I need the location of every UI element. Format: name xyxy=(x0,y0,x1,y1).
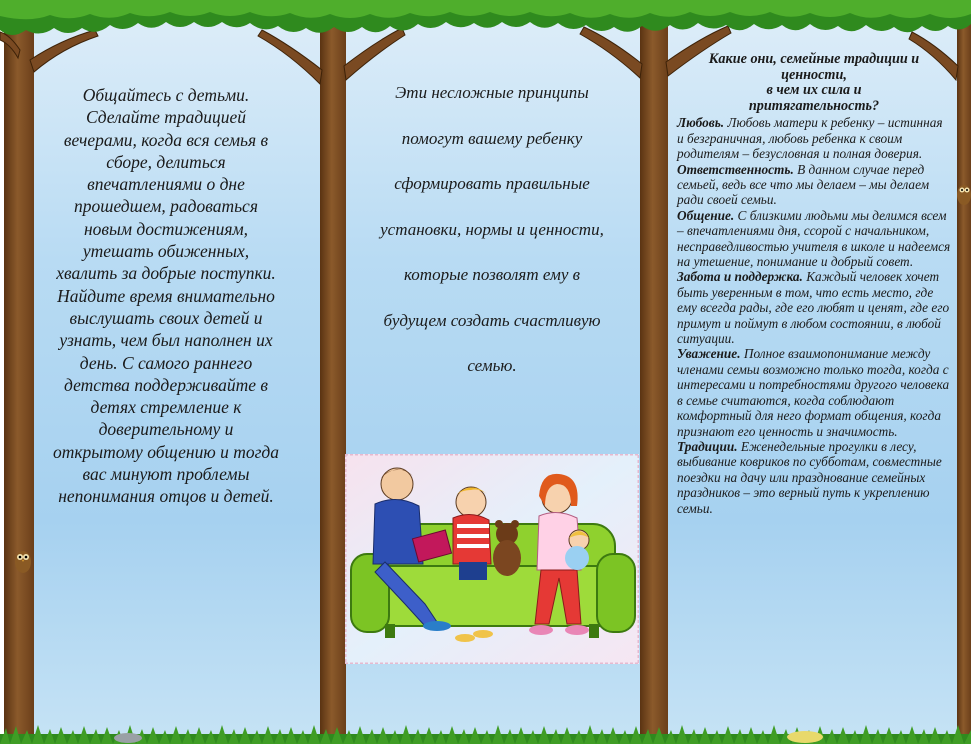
heading-line-2: ценности, xyxy=(781,66,847,83)
middle-line-4: установки, нормы и ценности, xyxy=(380,219,604,239)
middle-line-7: семью. xyxy=(467,356,517,375)
paragraph-respect xyxy=(677,346,951,438)
middle-column-text xyxy=(352,80,632,399)
body-care: Каждый человек хочет быть уверенным в том, что есть место, где ему всегда рады, где его любят и ценят, где его примут и поймут в любом состоянии, в любой ситуации. xyxy=(677,269,950,347)
body-love: Любовь матери к ребенку – истинная и безграничная, любовь ребенка к своим родителям – безусловная и полная доверия. xyxy=(677,115,943,162)
heading-line-4: притягательность? xyxy=(748,97,880,114)
paragraph-love xyxy=(677,115,951,161)
right-column-text xyxy=(677,52,951,516)
middle-line-1: Эти несложные принципы xyxy=(395,83,589,102)
owl-icon-right xyxy=(957,180,971,206)
body-respect: Полное взаимопонимание между членами семьи возможно только тогда, когда с интересами и потребностями другого человека в семье считаются, когда соблюдают комфортный для него формат общения, когда признают его ценность и значимость. xyxy=(677,346,950,439)
heading-line-3: в чем их сила и xyxy=(766,82,862,99)
paragraph-care xyxy=(677,269,951,346)
middle-line-6: будущем создать счастливую xyxy=(383,310,601,330)
paragraph-communication xyxy=(677,208,951,270)
paragraph-responsibility xyxy=(677,162,951,208)
tree-canopy xyxy=(0,0,971,48)
term-respect: Уважение. xyxy=(677,346,741,362)
body-responsibility: В данном случае перед семьей, ведь все что мы делаем – мы делаем ради своей семьи. xyxy=(677,161,930,208)
middle-line-3: сформировать правильные xyxy=(394,174,590,193)
middle-line-5: которые позволят ему в xyxy=(403,265,581,284)
term-care: Забота и поддержка. xyxy=(677,269,803,285)
term-communication: Общение. xyxy=(677,207,735,223)
paragraph-traditions xyxy=(677,439,951,516)
term-love: Любовь. xyxy=(677,115,725,131)
body-traditions: Еженедельные прогулки в лесу, выбивание ковриков по субботам, совместные поездки на дачу или празднование семейных праздников – это верный путь к укреплению семьи. xyxy=(677,438,942,516)
owl-icon xyxy=(14,546,32,574)
middle-line-2: помогут вашему ребенку xyxy=(401,128,583,148)
heading-line-1: Какие они, семейные традиции и xyxy=(708,51,920,67)
body-communication: С близкими людьми мы делимся всем – впечатлениями дня, ссорой с начальником, несправедливостью учителя в школе и надеемся на утешение, понимание и добрый совет. xyxy=(677,207,951,270)
right-column-heading xyxy=(677,52,951,114)
grass-strip xyxy=(0,722,971,744)
term-traditions: Традиции. xyxy=(677,438,738,454)
left-column-text: Общайтесь с детьми. Сделайте традицией вечерами, когда вся семья в сборе, делиться впечатлениями о дне прошедшем, радоваться новым достижениям, утешать обиженных, хвалить за добрые поступки. Найдите время внимательно выслушать своих детей и узнать, чем был наполнен их день. С самого раннего детства поддерживайте в детях стремление к доверительному и открытому общению и тогда вас минуют проблемы непонимания отцов и детей. xyxy=(52,85,280,507)
term-responsibility: Ответственность. xyxy=(677,161,794,177)
family-on-sofa-illustration xyxy=(345,454,639,664)
